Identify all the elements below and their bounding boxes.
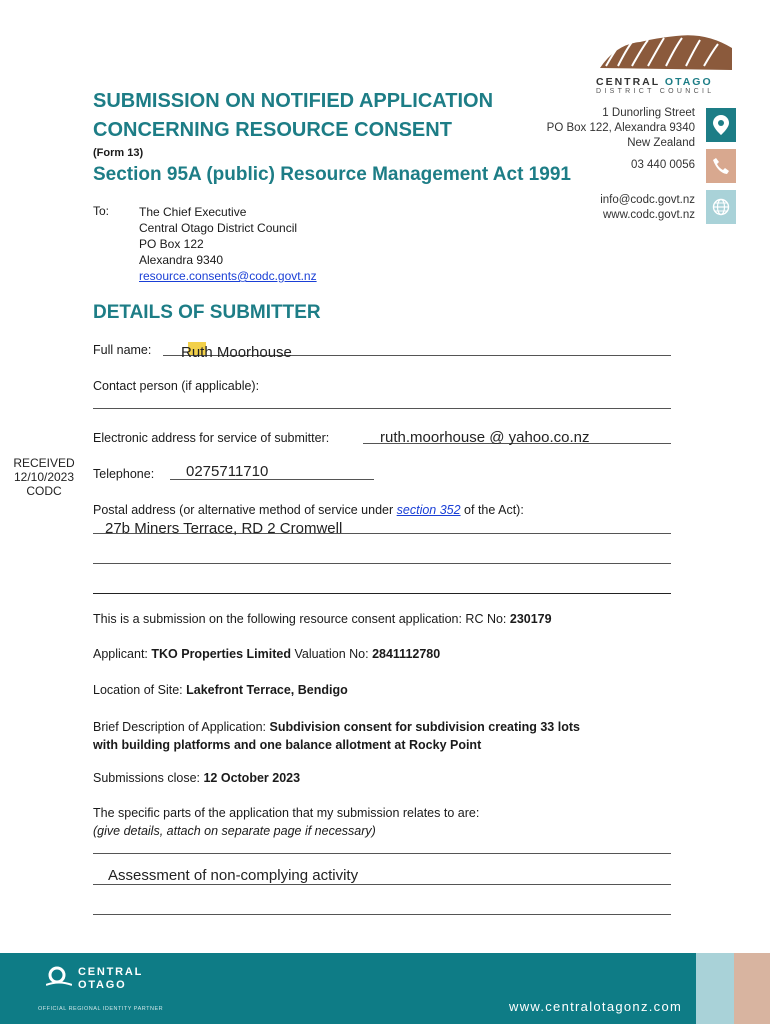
postal-address-line2[interactable] [93,563,671,564]
globe-icon [706,190,736,224]
description-value-line2: with building platforms and one balance allotment at Rocky Point [93,738,482,752]
to-label: To: [93,204,110,218]
footer-website[interactable]: www.centralotagonz.com [509,999,683,1014]
rc-number: 230179 [509,612,552,626]
received-stamp-line1: RECEIVED [13,456,75,470]
specific-parts-value[interactable]: Assessment of non-complying activity [108,867,359,884]
valuation-label: Valuation No: [290,647,373,661]
logo-central: CENTRAL [596,76,660,88]
to-email-link[interactable]: resource.consents@codc.govt.nz [139,269,317,283]
electronic-address-value[interactable]: ruth.moorhouse @ yahoo.co.nz [380,429,590,446]
logo-otago: OTAGO [664,76,713,88]
to-line4: Alexandra 9340 [139,253,224,267]
contact-email[interactable]: info@codc.govt.nz [600,194,695,206]
submissions-close-label: Submissions close: [93,771,204,785]
to-line2: Central Otago District Council [139,221,298,235]
to-line1: The Chief Executive [139,205,247,219]
location-pin-icon [706,108,736,142]
telephone-label: Telephone: [93,467,155,481]
specific-parts-hint: (give details, attach on separate page if necessary) [93,824,376,838]
footer-tagline: OFFICIAL REGIONAL IDENTITY PARTNER [38,1006,164,1012]
description-label: Brief Description of Application: [93,720,270,734]
received-stamp-line3: CODC [26,484,62,498]
phone-icon [706,149,736,183]
full-name-label: Full name: [93,343,152,357]
form-label: (Form 13) [93,147,144,159]
section-352-link[interactable]: section 352 [396,503,461,517]
rc-label: This is a submission on the following resource consent application: RC No: [93,612,510,626]
contact-phone: 03 440 0056 [631,159,695,171]
received-stamp [8,456,80,498]
council-logo [596,30,736,95]
postal-address-value[interactable]: 27b Miners Terrace, RD 2 Cromwell [105,520,343,537]
submissions-close-date: 12 October 2023 [203,771,301,785]
full-name-value[interactable]: Ruth Moorhouse [181,344,292,361]
logo-district-council: DISTRICT COUNCIL [596,88,715,95]
location-value: Lakefront Terrace, Bendigo [186,683,348,697]
applicant-value: TKO Properties Limited [151,647,291,661]
section-title: Section 95A (public) Resource Management Act 1991 [93,164,571,185]
title-line1: SUBMISSION ON NOTIFIED APPLICATION [93,90,494,112]
footer-stripe-light [696,953,734,1024]
contact-website[interactable]: www.codc.govt.nz [602,209,695,221]
footer-brand-line2: OTAGO [78,979,127,991]
telephone-value[interactable]: 0275711710 [186,463,269,480]
contact-person-field[interactable] [93,408,671,409]
received-stamp-date: 12/10/2023 [13,470,75,484]
contact-address-line2: PO Box 122, Alexandra 9340 [546,122,695,134]
specific-parts-line3[interactable] [93,914,671,915]
specific-parts-line1[interactable] [93,853,671,854]
contact-address-line3: New Zealand [627,137,695,149]
postal-label-pre: Postal address (or alternative method of service under [93,503,397,517]
contact-address-line1: 1 Dunorling Street [602,107,695,119]
description-value-line1: Subdivision consent for subdivision creating 33 lots [269,720,580,734]
footer-brand-line1: CENTRAL [78,966,144,978]
central-otago-mark-icon [46,966,72,988]
postal-label-post: of the Act): [460,503,524,517]
applicant-label: Applicant: [93,647,152,661]
valuation-value: 2841112780 [372,647,441,661]
to-line3: PO Box 122 [139,237,204,251]
location-label: Location of Site: [93,683,187,697]
hills-logo-icon [596,30,736,72]
electronic-address-label: Electronic address for service of submitter: [93,431,330,445]
title-line2: CONCERNING RESOURCE CONSENT [93,119,452,141]
footer-stripe-tan [734,953,770,1024]
postal-address-line3[interactable] [93,593,671,594]
specific-parts-label: The specific parts of the application that my submission relates to are: [93,806,480,820]
details-heading: DETAILS OF SUBMITTER [93,302,321,323]
contact-person-label: Contact person (if applicable): [93,379,260,393]
